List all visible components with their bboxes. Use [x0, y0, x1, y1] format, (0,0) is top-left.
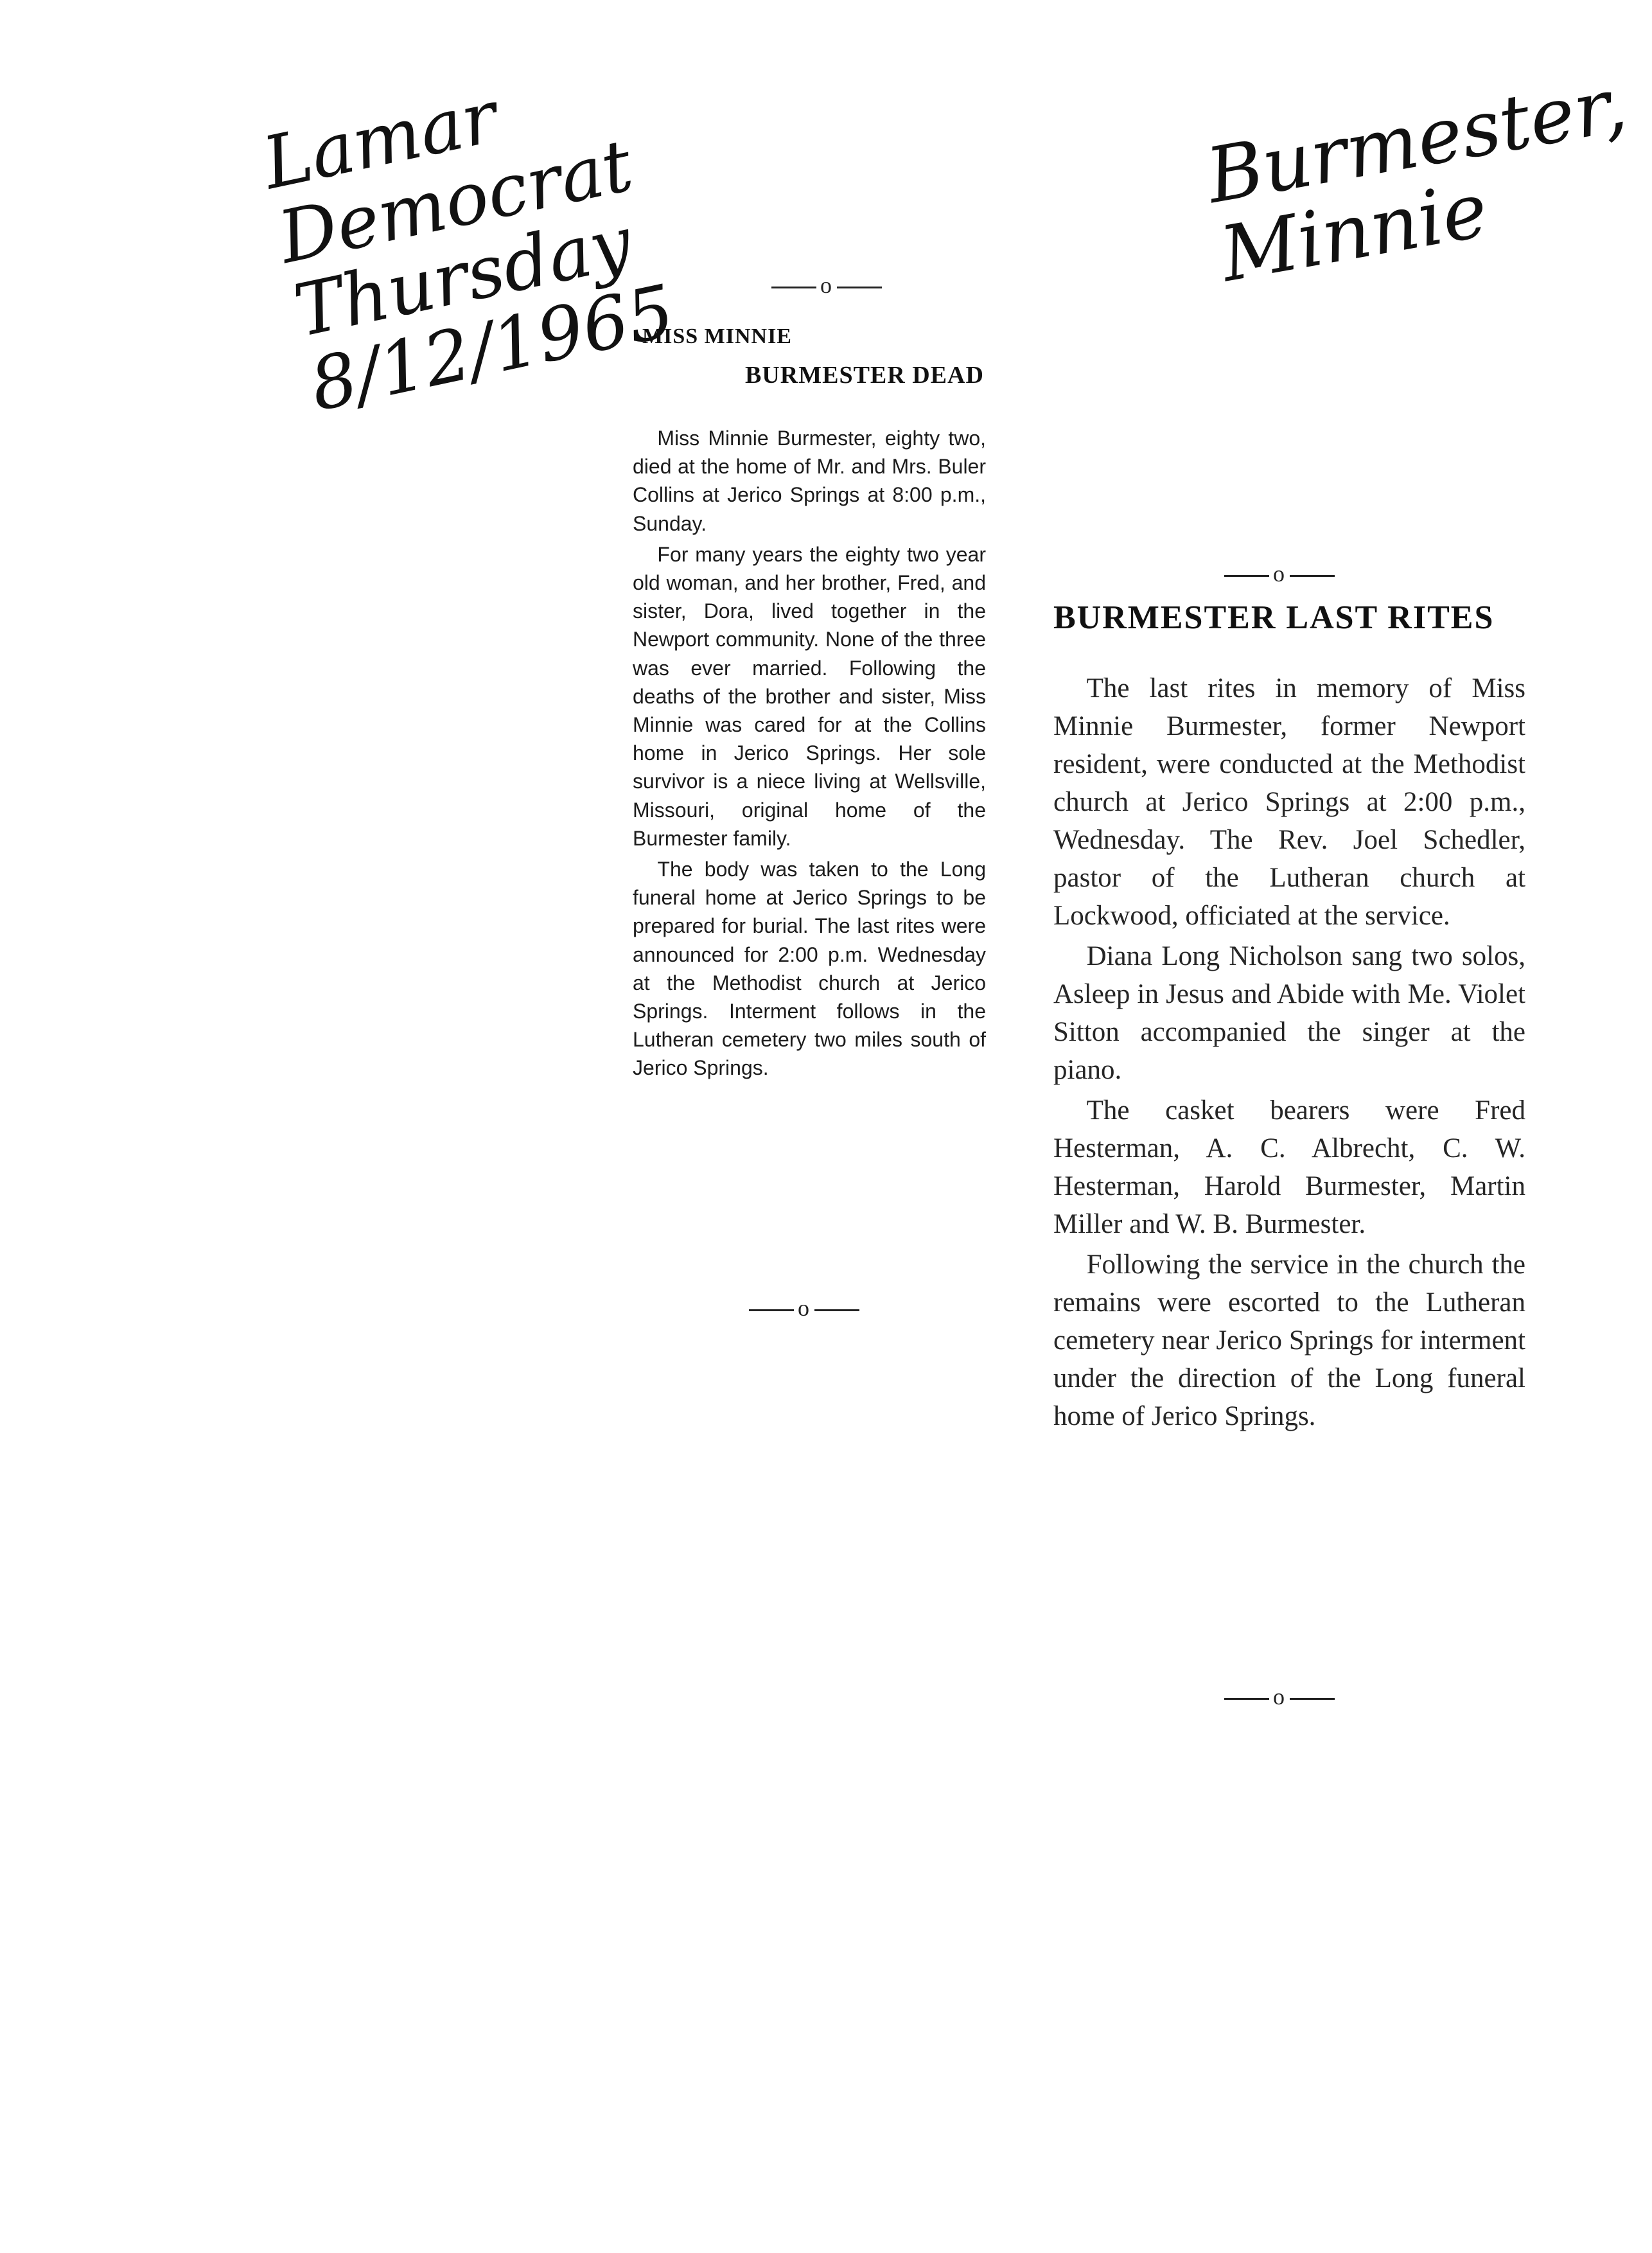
article1-top-separator: o: [768, 272, 886, 299]
article1-bottom-separator: o: [745, 1294, 863, 1321]
article2-paragraph: Following the service in the church the remains were escorted to the Lutheran cemetery near Jerico Springs for interment under the direction of the Long funeral home of Jerico Springs.: [1053, 1250, 1525, 1431]
article2-paragraph: The casket bearers were Fred Hesterman, A. C. Albrecht, C. W. Hesterman, Harold Burmester, Martin Miller and W. B. Burmester.: [1053, 1095, 1525, 1239]
article2-headline: BURMESTER LAST RITES: [1053, 599, 1495, 636]
article2-bottom-separator: o: [1220, 1683, 1339, 1710]
article1-headline-line2: BURMESTER DEAD: [745, 362, 984, 389]
article1-paragraph: The body was taken to the Long funeral home at Jerico Springs to be prepared for burial. The last rites were announced for 2:00 p.m. Wednesday at the Methodist church at Jerico Springs. Interment follows in the Lutheran cemetery two miles south of Jerico Springs.: [633, 858, 986, 1080]
article1-paragraph: For many years the eighty two year old woman, and her brother, Fred, and sister, Dora, lived together in the Newport community. None of the three was ever married. Following the deaths of the brother and sister, Miss Minnie was cared for at the Collins home in Jerico Springs. Her sole survivor is a niece living at Wellsville, Missouri, original home of the Burmester family.: [633, 542, 986, 850]
article2-body: [1053, 669, 1525, 1438]
article2-paragraph: The last rites in memory of Miss Minnie Burmester, former Newport resident, were conducted at the Methodist church at Jerico Springs at 2:00 p.m., Wednesday. The Rev. Joel Schedler, pastor of the Lutheran church at Lockwood, officiated at the service.: [1053, 673, 1525, 931]
article2-paragraph: Diana Long Nicholson sang two solos, Asleep in Jesus and Abide with Me. Violet Sitton accompanied the singer at the piano.: [1053, 941, 1525, 1085]
handwritten-name-note: Burmester, Minnie: [1200, 59, 1633, 299]
article1-headline-line1: MISS MINNIE: [642, 324, 792, 348]
article1-paragraph: Miss Minnie Burmester, eighty two, died at the home of Mr. and Mrs. Buler Collins at Jerico Springs at 8:00 p.m., Sunday.: [633, 427, 986, 535]
handwritten-source-note: Lamar Democrat Thursday 8/12/1965: [256, 75, 681, 428]
article2-top-separator: o: [1220, 560, 1339, 587]
article1-body: [633, 424, 986, 1085]
